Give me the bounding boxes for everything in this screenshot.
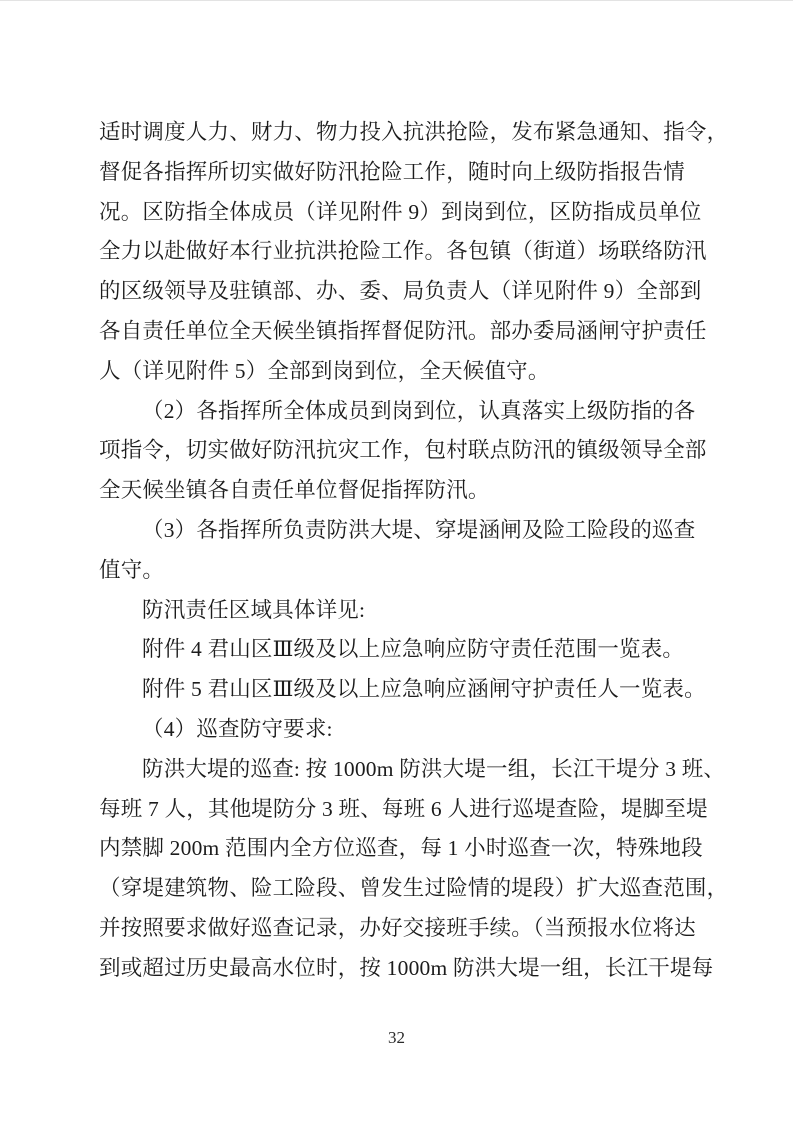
text-line: 每班 7 人，其他堤防分 3 班、每班 6 人进行巡堤查险，堤脚至堤 [99, 796, 708, 821]
text-line: 况。区防指全体成员（详见附件 9）到岗到位，区防指成员单位 [99, 199, 702, 224]
text-line: （4）巡查防守要求: [142, 716, 333, 741]
text-line: 适时调度人力、财力、物力投入抗洪抢险，发布紧急通知、指令， [99, 120, 729, 144]
text-line: 各自责任单位全天候坐镇指挥督促防汛。部办委局涵闸守护责任 [99, 318, 707, 343]
text-line: 防洪大堤的巡查: 按 1000m 防洪大堤一组，长江干堤分 3 班、 [142, 756, 726, 781]
text-line: （穿堤建筑物、险工险段、曾发生过险情的堤段）扩大巡查范围， [99, 876, 729, 901]
text-line: 督促各指挥所切实做好防汛抢险工作，随时向上级防指报告情 [99, 159, 685, 184]
text-line: 项指令，切实做好防汛抗灾工作，包村联点防汛的镇级领导全部 [99, 438, 707, 463]
text-line: 的区级领导及驻镇部、办、委、局负责人（详见附件 9）全部到 [99, 279, 702, 304]
text-line: 值守。 [99, 557, 165, 582]
text-line: 内禁脚 200m 范围内全方位巡查，每 1 小时巡查一次，特殊地段 [99, 836, 703, 861]
text-line: 附件 5 君山区Ⅲ级及以上应急响应涵闸守护责任人一览表。 [142, 677, 706, 702]
text-line: 人（详见附件 5）全部到岗到位，全天候值守。 [99, 358, 550, 383]
text-line: 附件 4 君山区Ⅲ级及以上应急响应防守责任范围一览表。 [142, 637, 685, 662]
text-line: 并按照要求做好巡查记录，办好交接班手续。（当预报水位将达 [99, 915, 696, 940]
text-line: 到或超过历史最高水位时，按 1000m 防洪大堤一组，长江干堤每 [99, 955, 714, 980]
body-text [99, 113, 729, 989]
page-number: 32 [388, 1028, 405, 1047]
text-line: 全天候坐镇各自责任单位督促指挥防汛。 [99, 478, 490, 503]
text-line: （2）各指挥所全体成员到岗到位，认真落实上级防指的各 [142, 398, 696, 423]
text-line: 全力以赴做好本行业抗洪抢险工作。各包镇（街道）场联络防汛 [99, 239, 707, 264]
text-line: （3）各指挥所负责防洪大堤、穿堤涵闸及险工险段的巡查 [142, 517, 696, 542]
text-line: 防汛责任区域具体详见: [142, 597, 366, 622]
